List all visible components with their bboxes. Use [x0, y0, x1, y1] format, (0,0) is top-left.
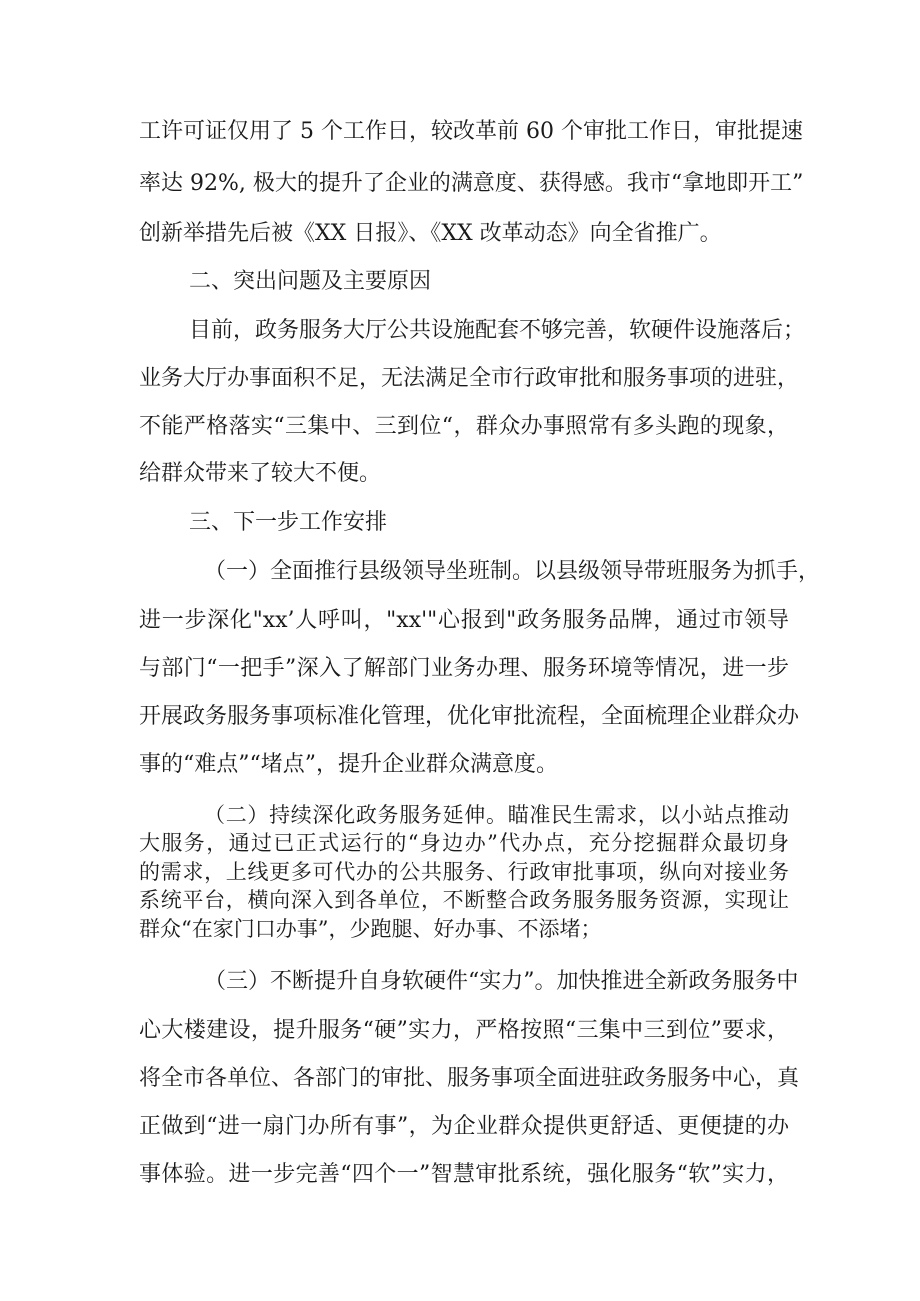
text-line: 与部门“一把手”深入了解部门业务办理、服务环境等情况，进一步: [139, 656, 789, 681]
text-line: 正做到“进一扇门办所有事”，为企业群众提供更舒适、更便捷的办: [139, 1114, 789, 1139]
text-line: 开展政务服务事项标准化管理，优化审批流程，全面梳理企业群众办: [139, 704, 800, 729]
text-line: 工许可证仅用了 5 个工作日，较改革前 60 个审批工作日，审批提速: [139, 119, 803, 144]
text-line: 事体验。进一步完善“四个一”智慧审批系统，强化服务“软”实力，: [139, 1162, 789, 1187]
text-line: （一）全面推行县级领导坐班制。以县级领导带班服务为抓手，: [204, 559, 821, 584]
text-line: 目前，政务服务大厅公共设施配套不够完善，软硬件设施落后；: [189, 318, 806, 343]
text-line: 的需求，上线更多可代办的公共服务、行政审批事项，纵向对接业务: [139, 860, 789, 884]
text-line: 创新举措先后被《XX 日报》、《XX 改革动态》向全省推广。: [139, 221, 722, 246]
text-line: 给群众带来了较大不便。: [139, 461, 382, 486]
text-line: （三）不断提升自身软硬件“实力”。加快推进全新政务服务中: [204, 969, 799, 994]
section-heading: 二、突出问题及主要原因: [189, 269, 432, 294]
text-line: 率达 92%, 极大的提升了企业的满意度、获得感。我市“拿地即开工”: [139, 171, 804, 196]
text-line: （二）持续深化政务服务延伸。瞄准民生需求，以小站点推动: [204, 803, 789, 827]
text-line: 群众“在家门口办事”，少跑腿、好办事、不添堵；: [139, 917, 602, 941]
text-line: 不能严格落实“三集中、三到位“，群众办事照常有多头跑的现象，: [139, 414, 789, 439]
text-line: 系统平台，横向深入到各单位，不断整合政务服务服务资源，实现让: [139, 888, 789, 912]
text-line: 大服务，通过已正式运行的“身边办”代办点，充分挖掘群众最切身: [139, 831, 789, 855]
text-line: 进一步深化"xx’人呼叫，"xx'"心报到"政务服务品牌，通过市领导: [139, 608, 789, 633]
text-line: 业务大厅办事面积不足，无法满足全市行政审批和服务事项的进驻，: [139, 366, 800, 391]
text-line: 心大楼建设，提升服务“硬”实力，严格按照“三集中三到位”要求，: [139, 1018, 789, 1043]
text-line: 事的“难点”“堵点”，提升企业群众满意度。: [139, 752, 558, 777]
text-line: 将全市各单位、各部门的审批、服务事项全面进驻政务服务中心，真: [139, 1066, 800, 1091]
section-heading: 三、下一步工作安排: [189, 510, 388, 535]
